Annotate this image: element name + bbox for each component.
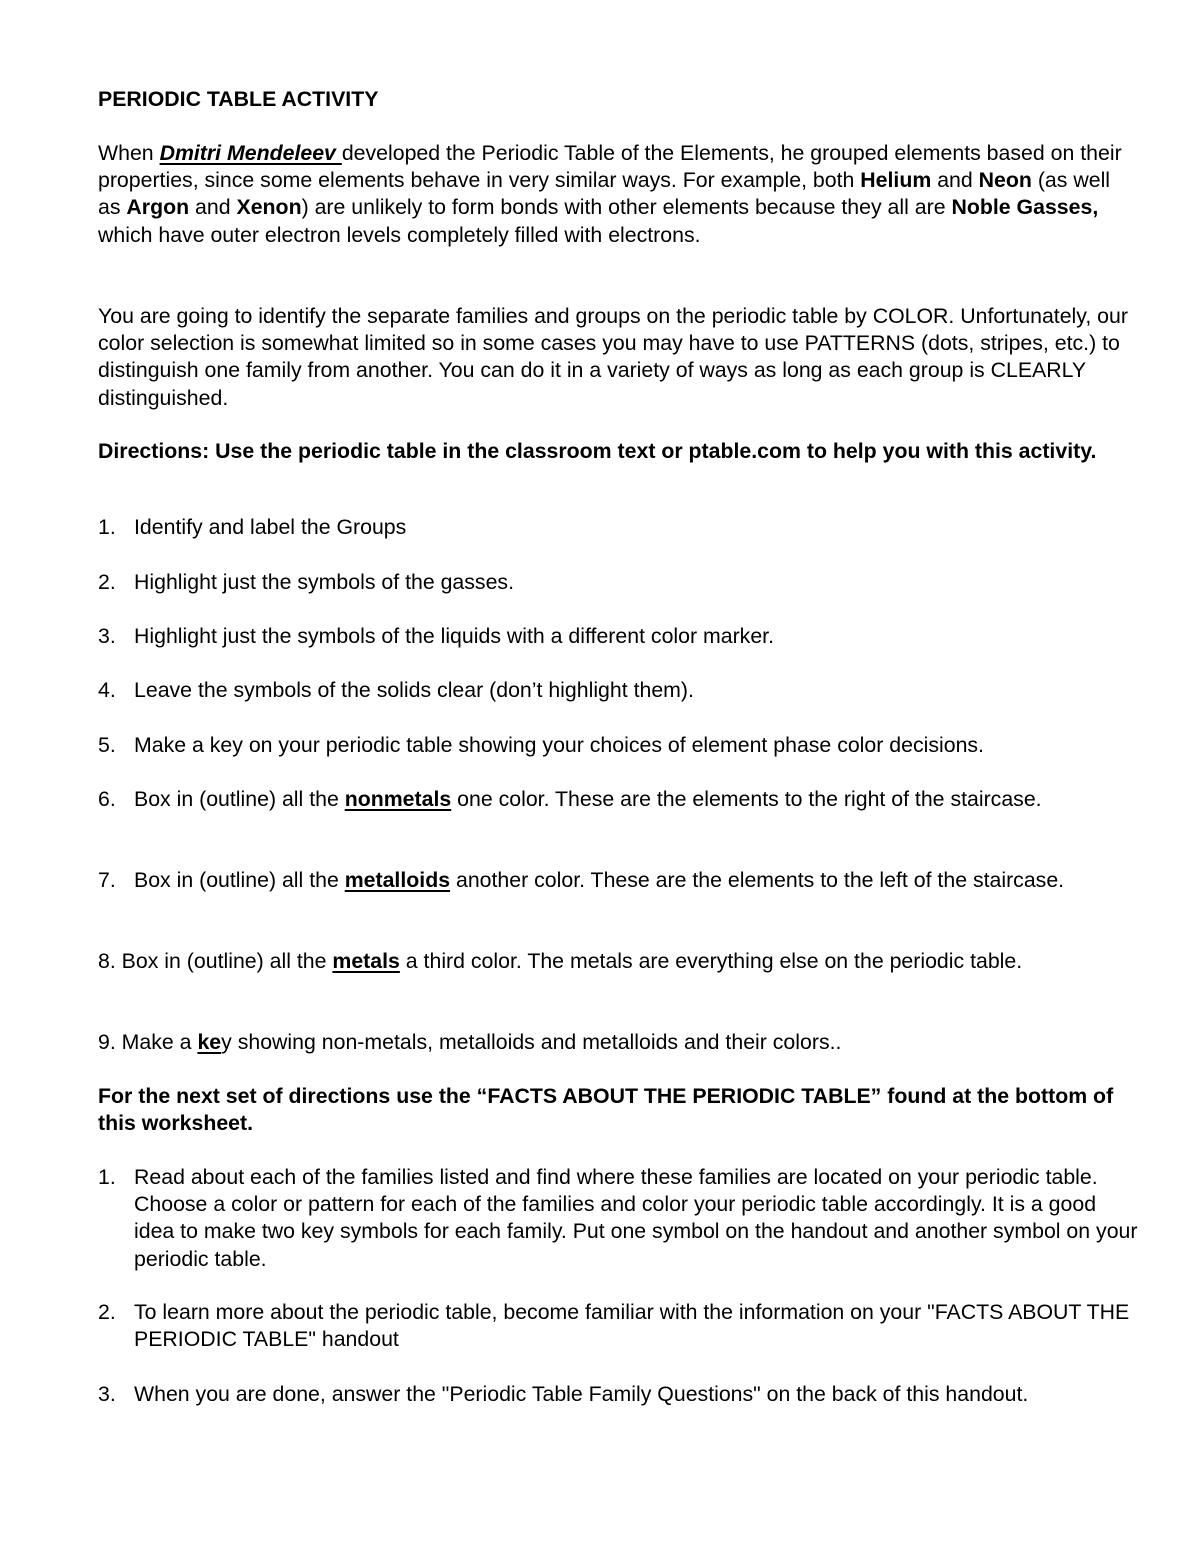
list-item <box>98 732 1138 759</box>
list-item-text: Highlight just the symbols of the gasses. <box>134 570 514 594</box>
list-number: 4. <box>98 678 116 702</box>
list-item-text: Box in (outline) all the <box>134 787 345 811</box>
list-number: 1. <box>98 1165 116 1189</box>
list-item-text: Box in (outline) all the <box>134 868 345 892</box>
list-number: 2. <box>98 1300 116 1324</box>
list-number: 6. <box>98 787 116 811</box>
list-item-text: Identify and label the Groups <box>134 515 407 539</box>
list-item <box>98 623 1138 650</box>
list-item <box>98 677 1138 704</box>
argon-term: Argon <box>126 195 190 220</box>
metals-term: metals <box>332 949 400 973</box>
directions-heading: Directions: Use the periodic table in the classroom text or ptable.com to help you with this activity. <box>98 439 1097 463</box>
intro-paragraph <box>98 140 1138 249</box>
list-item-text: y showing non-metals, metalloids and metalloids and their colors.. <box>221 1030 842 1054</box>
intro-text: (as well as <box>98 168 1111 220</box>
intro-text: When <box>98 141 160 165</box>
list-item-text: one color. These are the elements to the right of the staircase. <box>451 787 1042 811</box>
list-item <box>98 1299 1138 1353</box>
list-item <box>98 569 1138 596</box>
list-item-text: a third color. The metals are everything else on the periodic table. <box>399 949 1023 973</box>
nonmetals-term: nonmetals <box>344 787 452 811</box>
list-item-text: Highlight just the symbols of the liquids with a different color marker. <box>134 624 774 648</box>
list-item-text <box>134 786 1138 813</box>
intro-text: ) are unlikely to form bonds with other elements because they all are <box>301 195 952 220</box>
list-number: 3. <box>98 1382 116 1406</box>
key-term: ke <box>197 1030 222 1054</box>
list-item <box>98 867 1138 894</box>
list-number: 1. <box>98 515 116 539</box>
list-item <box>98 514 1138 541</box>
metalloids-term: metalloids <box>344 868 451 892</box>
list-number: 7. <box>98 868 116 892</box>
mendeleev-name: Dmitri Mendeleev <box>159 141 342 165</box>
list-item-text: To learn more about the periodic table, become familiar with the information on your "FACTS ABOUT THE PERIODIC TABLE" handout <box>134 1300 1130 1352</box>
list-number: 2. <box>98 570 116 594</box>
intro-text: developed the Periodic Table of the Elements, he grouped elements based on their properties, since some elements behave in very similar ways. For example, both <box>98 141 1122 193</box>
list-item-text: Make a key on your periodic table showing your choices of element phase color decisions. <box>134 733 984 757</box>
xenon-term: Xenon <box>236 195 302 220</box>
facts-directions-heading: For the next set of directions use the “FACTS ABOUT THE PERIODIC TABLE” found at the bottom of this worksheet. <box>98 1084 1114 1136</box>
list-item-text: When you are done, answer the "Periodic Table Family Questions" on the back of this handout. <box>134 1382 1029 1406</box>
list-item-text: 9. Make a <box>98 1030 198 1054</box>
list-item <box>98 1029 1138 1056</box>
helium-term: Helium <box>860 168 932 193</box>
color-instructions-paragraph: You are going to identify the separate families and groups on the periodic table by COLOR. Unfortunately, our color selection is somewhat limited so in some cases you may have to use PATTERNS (dots, stripes, etc.) to distinguish one family from another. You can do it in a variety of ways as long as each group is CLEARLY distinguished. <box>98 304 1128 410</box>
list-item <box>98 1381 1138 1408</box>
intro-text: and <box>189 195 237 220</box>
list-item-text: Leave the symbols of the solids clear (don’t highlight them). <box>134 678 694 702</box>
noble-gasses-term: Noble Gasses, <box>951 195 1099 220</box>
list-item-text: another color. These are the elements to the left of the staircase. <box>450 868 1065 892</box>
neon-term: Neon <box>978 168 1032 193</box>
list-item-text: Read about each of the families listed and find where these families are located on your periodic table. Choose a color or pattern for each of the families and color your periodic table accordingly. It is a good idea to make two key symbols for each family. Put one symbol on the handout and another symbol on your periodic table. <box>134 1165 1138 1271</box>
list-item-text <box>134 867 1138 894</box>
intro-text: which have outer electron levels completely filled with electrons. <box>98 222 701 247</box>
list-item <box>98 1164 1138 1273</box>
list-number: 5. <box>98 733 116 757</box>
list-item <box>98 948 1138 975</box>
intro-text: and <box>931 168 979 193</box>
page-title: PERIODIC TABLE ACTIVITY <box>98 87 379 111</box>
list-item <box>98 786 1138 813</box>
list-item-text: 8. Box in (outline) all the <box>98 949 333 973</box>
list-number: 3. <box>98 624 116 648</box>
